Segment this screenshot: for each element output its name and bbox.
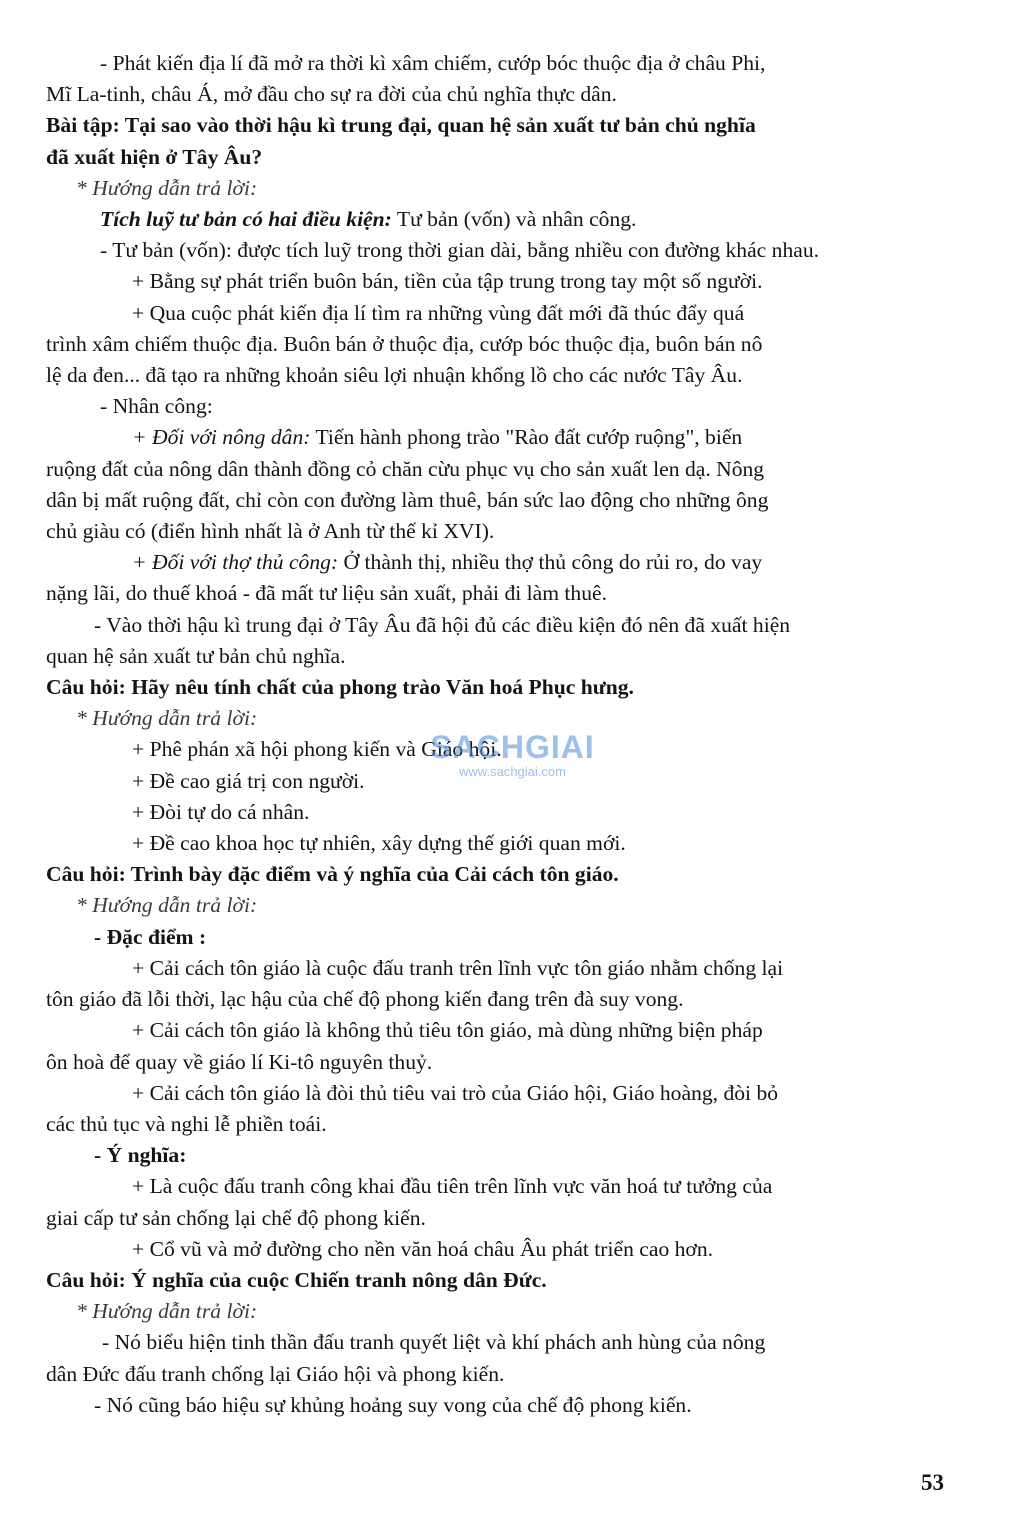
- text-line: + Là cuộc đấu tranh công khai đầu tiên trên lĩnh vực văn hoá tư tưởng của: [132, 1174, 773, 1199]
- exercise-heading: Bài tập: Tại sao vào thời hậu kì trung đại, quan hệ sản xuất tư bản chủ nghĩa: [46, 113, 756, 138]
- text-line: + Cải cách tôn giáo là cuộc đấu tranh trên lĩnh vực tôn giáo nhằm chống lại: [132, 955, 784, 980]
- subheading: - Đặc điểm :: [94, 924, 207, 949]
- exercise-heading: đã xuất hiện ở Tây Âu?: [46, 144, 263, 169]
- page-number: 53: [921, 1470, 944, 1495]
- answer-guide-label: * Hướng dẫn trả lời:: [76, 893, 258, 918]
- answer-guide-label: * Hướng dẫn trả lời:: [76, 1299, 258, 1324]
- text-span: Ở thành thị, nhiều thợ thủ công do rủi ro, do vay: [338, 550, 763, 575]
- question-heading: Câu hỏi: Ý nghĩa của cuộc Chiến tranh nông dân Đức.: [46, 1267, 547, 1292]
- italic-label: + Đối với nông dân:: [132, 425, 311, 450]
- subheading: Tích luỹ tư bản có hai điều kiện:: [100, 207, 392, 232]
- text-line: + Đề cao khoa học tự nhiên, xây dựng thế giới quan mới.: [132, 831, 626, 856]
- text-line: [46, 204, 948, 235]
- text-line: + Qua cuộc phát kiến địa lí tìm ra những vùng đất mới đã thúc đẩy quá: [132, 300, 745, 325]
- text-line: dân bị mất ruộng đất, chỉ còn con đường làm thuê, bán sức lao động cho những ông: [46, 487, 769, 512]
- text-line: + Cổ vũ và mở đường cho nền văn hoá châu Âu phát triển cao hơn.: [132, 1236, 714, 1261]
- text-line: chủ giàu có (điển hình nhất là ở Anh từ thế kỉ XVI).: [46, 519, 495, 544]
- text-line: quan hệ sản xuất tư bản chủ nghĩa.: [46, 643, 346, 668]
- text-line: - Phát kiến địa lí đã mở ra thời kì xâm chiếm, cướp bóc thuộc địa ở châu Phi,: [100, 51, 766, 75]
- text-line: dân Đức đấu tranh chống lại Giáo hội và phong kiến.: [46, 1361, 505, 1386]
- text-line: + Bằng sự phát triển buôn bán, tiền của tập trung trong tay một số người.: [132, 269, 763, 294]
- text-line: - Nó biểu hiện tinh thần đấu tranh quyết liệt và khí phách anh hùng của nông: [102, 1330, 766, 1355]
- text-line: + Đòi tự do cá nhân.: [132, 799, 310, 824]
- italic-label: + Đối với thợ thủ công:: [132, 550, 339, 575]
- answer-guide-label: * Hướng dẫn trả lời:: [76, 706, 258, 731]
- text-line: + Cải cách tôn giáo là đòi thủ tiêu vai trò của Giáo hội, Giáo hoàng, đòi bỏ: [132, 1080, 779, 1105]
- text-line: trình xâm chiếm thuộc địa. Buôn bán ở thuộc địa, cướp bóc thuộc địa, buôn bán nô: [46, 331, 763, 356]
- answer-guide-label: * Hướng dẫn trả lời:: [76, 175, 258, 200]
- question-heading: Câu hỏi: Hãy nêu tính chất của phong trào Văn hoá Phục hưng.: [46, 675, 634, 700]
- question-heading: Câu hỏi: Trình bày đặc điểm và ý nghĩa của Cải cách tôn giáo.: [46, 862, 619, 887]
- watermark-logo: [410, 730, 615, 780]
- text-line: Mĩ La-tinh, châu Á, mở đầu cho sự ra đời của chủ nghĩa thực dân.: [46, 82, 617, 107]
- text-span: Tư bản (vốn) và nhân công.: [391, 207, 637, 232]
- text-span: Tiến hành phong trào "Rào đất cướp ruộng", biến: [310, 425, 743, 450]
- text-line: ôn hoà để quay về giáo lí Ki-tô nguyên thuỷ.: [46, 1049, 433, 1074]
- text-line: - Nó cũng báo hiệu sự khủng hoảng suy vong của chế độ phong kiến.: [94, 1392, 692, 1417]
- text-line: tôn giáo đã lỗi thời, lạc hậu của chế độ phong kiến đang trên đà suy vong.: [46, 987, 684, 1012]
- text-line: - Tư bản (vốn): được tích luỹ trong thời gian dài, bằng nhiều con đường khác nhau.: [100, 238, 820, 263]
- text-line: nặng lãi, do thuế khoá - đã mất tư liệu sản xuất, phải đi làm thuê.: [46, 581, 608, 606]
- watermark-brand: SACHGIAI: [430, 729, 595, 765]
- text-line: + Cải cách tôn giáo là không thủ tiêu tôn giáo, mà dùng những biện pháp: [132, 1018, 763, 1043]
- text-line: + Đề cao giá trị con người.: [132, 768, 365, 793]
- text-line: + Phê phán xã hội phong kiến và Giáo hội.: [132, 737, 502, 762]
- text-line: [46, 422, 948, 453]
- text-line: [46, 547, 948, 578]
- text-line: các thủ tục và nghi lễ phiền toái.: [46, 1111, 327, 1136]
- watermark-url: www.sachgiai.com: [459, 764, 566, 779]
- text-line: - Vào thời hậu kì trung đại ở Tây Âu đã hội đủ các điều kiện đó nên đã xuất hiện: [94, 612, 791, 637]
- text-line: ruộng đất của nông dân thành đồng cỏ chăn cừu phục vụ cho sản xuất len dạ. Nông: [46, 456, 765, 481]
- text-line: giai cấp tư sản chống lại chế độ phong kiến.: [46, 1205, 426, 1230]
- text-line: lệ da đen... đã tạo ra những khoản siêu lợi nhuận khổng lồ cho các nước Tây Âu.: [46, 363, 743, 388]
- text-line: - Nhân công:: [100, 394, 213, 419]
- subheading: - Ý nghĩa:: [94, 1143, 187, 1168]
